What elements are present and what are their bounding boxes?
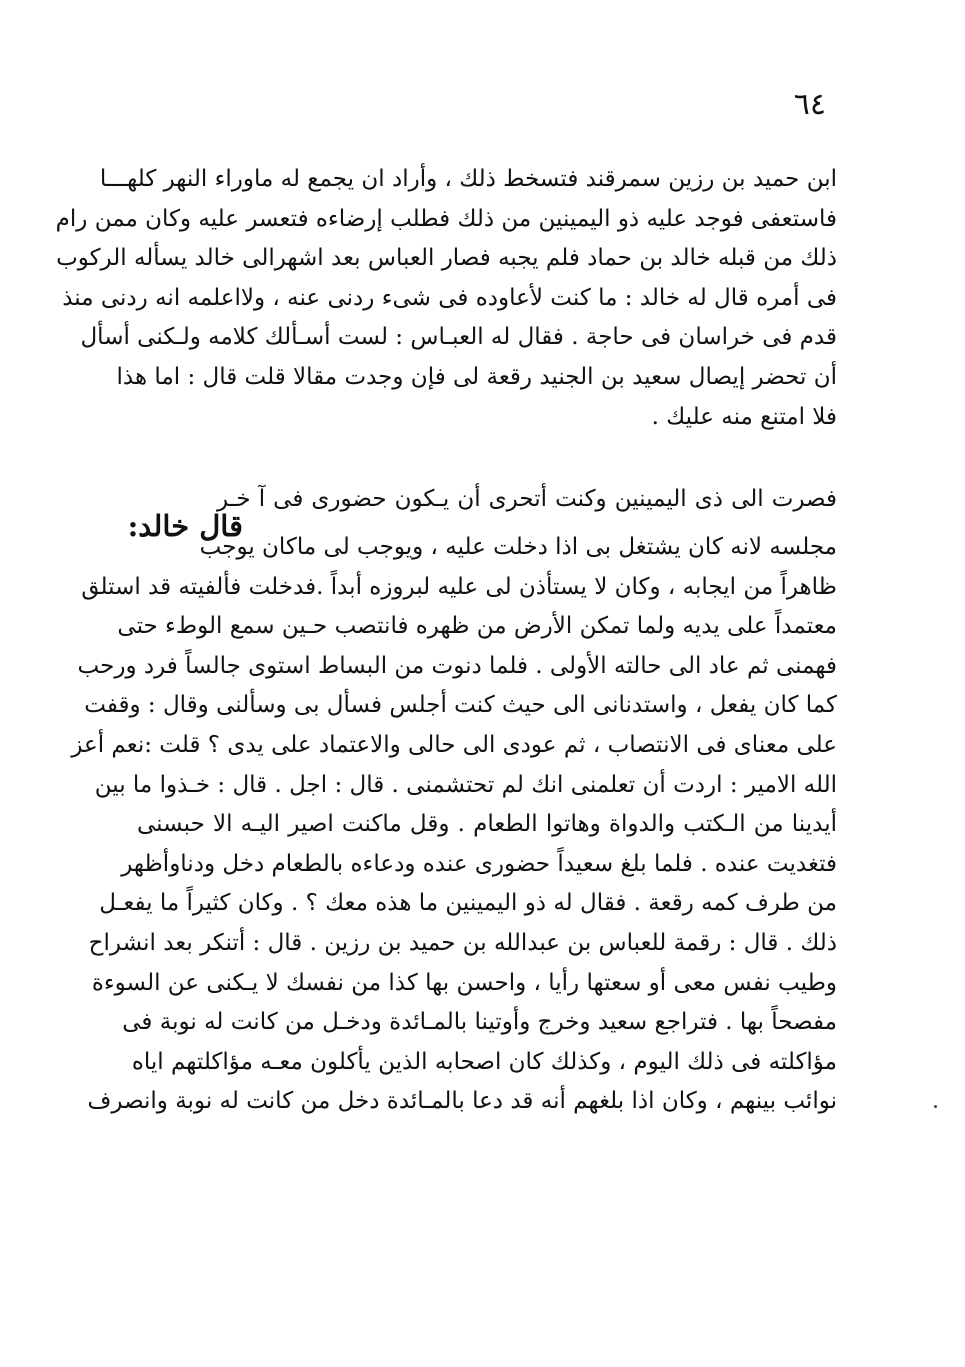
text-line: فى أمره قال له خالد : ما كنت لأعاوده فى شىء ردنى عنه ، ولااعلمه انه ردنى منذ xyxy=(62,284,837,311)
text-line: فهمنى ثم عاد الى حالته الأولى . فلما دنوت من البساط استوى جالساً فرد ورحب xyxy=(77,652,837,679)
text-line: ذلك من قبله خالد بن حماد فلم يجبه فصار العباس بعد اشهرالى خالد يسأله الركوب xyxy=(56,245,837,272)
text-line: مجلسه لانه كان يشتغل بى اذا دخلت عليه ، ويوجب لى ماكان يوجب xyxy=(199,534,837,560)
paragraph-2-opening xyxy=(217,480,837,520)
text-line: الله الامير : اردت أن تعلمنى انك لم تحتشمنى . قال : اجل . قال : خـذوا ما بين xyxy=(94,771,837,798)
text-line: معتمداً على يديه ولما تمكن الأرض من ظهره فانتصب حـين سمع الوطء حتى xyxy=(117,613,837,640)
text-line: من طرف كمه رقعة . فقال له ذو اليمينين ما هذه معك ؟ . وكان كثيراً ما يفعـل xyxy=(99,890,837,917)
text-line: أيدينا من الـكتب والدواة وهاتوا الطعام . وقل ماكنت اصير اليـه الا حبسنى xyxy=(137,811,837,838)
text-line: ذلك . قال : رقمة للعباس بن عبدالله بن حميد بن رزين . قال : أتنكر بعد انشراح xyxy=(88,929,837,956)
text-line: على معناى فى الانتصاب ، ثم عودى الى حالى والاعتماد على يدى ؟ قلت :نعم أعز xyxy=(71,731,837,758)
text-line: قدم فى خراسان فى حاجة . فقال له العبـاس : لست أسـألك كلامه ولـكنى أسأل xyxy=(80,324,837,351)
text-line: فصرت الى ذى اليمينين وكنت أتحرى أن يـكون حضورى فى آ خـر xyxy=(217,486,837,512)
page-number: ٦٤ xyxy=(793,87,826,122)
text-line: ابن حميد بن رزين سمرقند فتسخط ذلك ، وأراد ان يجمع له ماوراء النهر كلهـــا xyxy=(99,166,837,192)
text-line: فتغديت عنده . فلما بلغ سعيداً حضورى عنده ودعاءه بالطعام دخل ودناوأظهر xyxy=(121,850,837,877)
text-line: مفصحاً بها . فتراجع سعيد وخرج وأوتينا بالمـائدة ودخـل من كانت له نوبة فى xyxy=(122,1009,837,1036)
paragraph-1 xyxy=(55,160,837,437)
text-line: وطيب نفس معى أو سعتها رأيا ، واحسن بها كذا من نفسك لا يـكنى عن السوءة xyxy=(91,969,837,996)
text-line: ظاهراً من ايجابه ، وكان لا يستأذن لى عليه لبروزه أبداً .فدخلت فألفيته قد استلق xyxy=(81,573,837,600)
ink-speck xyxy=(934,1105,937,1108)
text-line: نوائب بينهم ، وكان اذا بلغهم أنه قد دعا بالمـائدة دخل من كانت له نوبة وانصرف xyxy=(87,1088,837,1115)
paragraph-2 xyxy=(71,528,837,1122)
text-line: كما كان يفعل ، واستدنانى الى حيث كنت أجلس فسأل بى وسألنى وقال : وقفت xyxy=(84,692,837,719)
speaker-label: قال خالد: xyxy=(127,509,243,543)
text-line: فاستعفى فوجد عليه ذو اليمينين من ذلك فطلب إرضاءه فتعسر عليه وكان ممن رام xyxy=(55,205,837,232)
text-line: أن تحضر إيصال سعيد بن الجنيد رقعة لى فإن وجدت مقالا قلت قال : اما هذا xyxy=(116,363,837,390)
text-line: مؤاكلته فى ذلك اليوم ، وكذلك كان اصحابه الذين يأكلون معـه مؤاكلتهم اياه xyxy=(131,1048,837,1075)
text-line: فلا امتنع منه عليك . xyxy=(651,403,837,430)
